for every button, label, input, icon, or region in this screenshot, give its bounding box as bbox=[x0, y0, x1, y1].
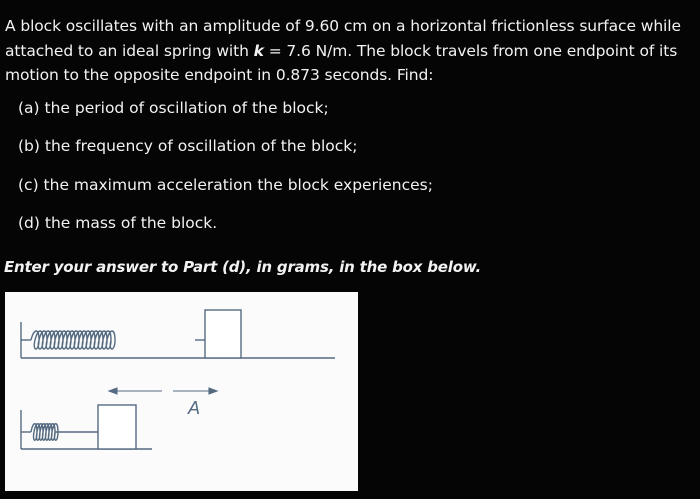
problem-intro bbox=[5, 14, 695, 88]
compressed-spring-system bbox=[21, 405, 152, 449]
intro-text-2: = 7.6 N/m. The block travels from one endpoint of its motion to the opposite endpoint in 0.873 seconds. Find: bbox=[5, 41, 678, 84]
problem-statement bbox=[5, 14, 695, 252]
extended-spring-system bbox=[21, 310, 335, 358]
answer-instruction: Enter your answer to Part (d), in grams, in the box below. bbox=[4, 258, 482, 276]
top-spring-coils bbox=[31, 331, 115, 349]
question-part-c: (c) the maximum acceleration the block experiences; bbox=[18, 175, 433, 194]
spring-block-diagram bbox=[5, 292, 358, 491]
bottom-block bbox=[98, 405, 136, 449]
intro-text-1: A block oscillates with an amplitude of 9.60 cm on a horizontal frictionless surface while attached to an ideal spring with bbox=[5, 17, 681, 60]
top-block bbox=[205, 310, 241, 358]
amplitude-label: A bbox=[188, 398, 201, 418]
spring-constant-symbol: k bbox=[253, 41, 264, 60]
question-parts-list bbox=[18, 98, 695, 234]
bottom-spring-coils bbox=[31, 424, 58, 441]
question-part-d: (d) the mass of the block. bbox=[18, 214, 218, 232]
spring-block-figure bbox=[5, 292, 358, 491]
question-part-b: (b) the frequency of oscillation of the block; bbox=[18, 137, 358, 155]
amplitude-indicator bbox=[109, 388, 217, 394]
question-part-a: (a) the period of oscillation of the block; bbox=[18, 98, 329, 117]
